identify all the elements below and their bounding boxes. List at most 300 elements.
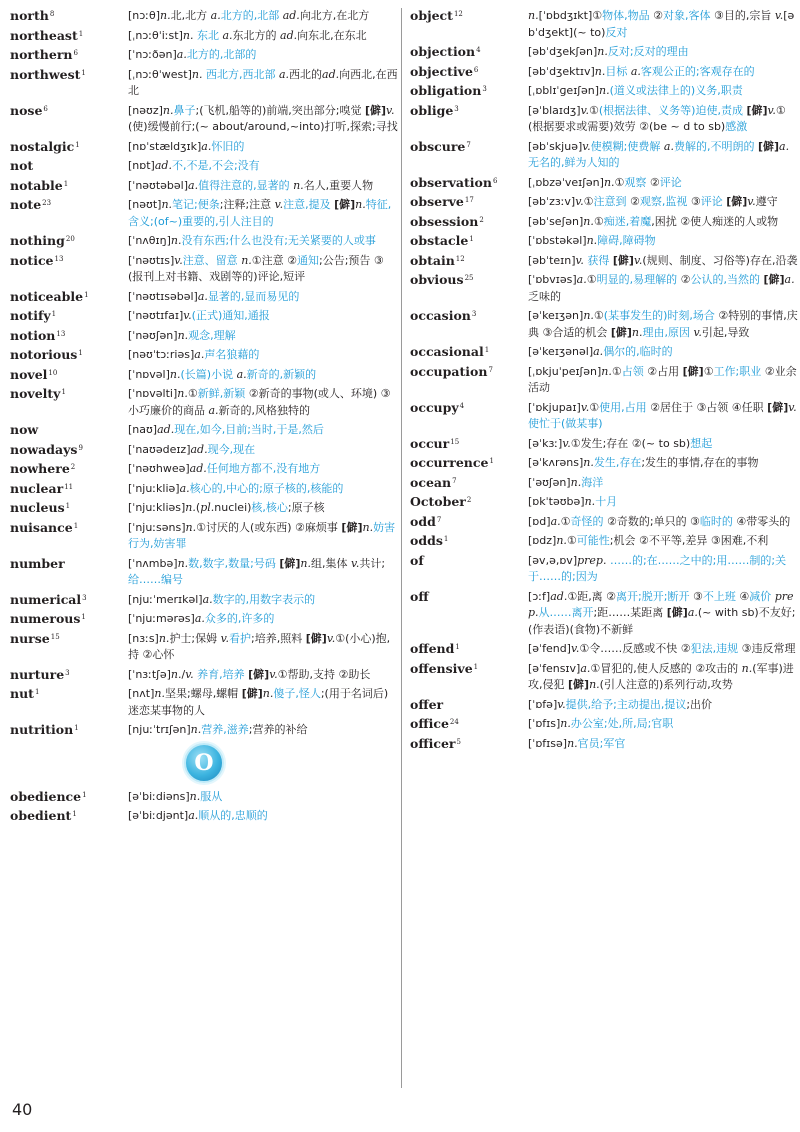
definition-highlight: 障碍,障碍物 bbox=[597, 234, 656, 247]
headword-text: nowadays bbox=[10, 441, 78, 457]
part-of-speech: n. bbox=[177, 556, 189, 570]
definition bbox=[128, 611, 398, 628]
definition bbox=[528, 344, 798, 361]
definition-text: [əbˈseʃən] bbox=[528, 214, 584, 228]
frequency-count: 6 bbox=[73, 49, 78, 57]
frequency-count: 1 bbox=[61, 388, 66, 396]
dictionary-entry bbox=[10, 347, 398, 364]
dictionary-entry bbox=[410, 514, 798, 531]
part-of-speech: v. bbox=[767, 103, 776, 117]
definition-highlight: 发生,存在 bbox=[593, 456, 642, 469]
definition-highlight: 核心的,中心的;原子核的,核能的 bbox=[189, 481, 344, 495]
definition-highlight: (长篇)小说 bbox=[180, 367, 234, 381]
definition-text: ;(用于名词后)迷恋某事物的人 bbox=[128, 687, 389, 717]
definition-highlight: 服从 bbox=[200, 789, 223, 803]
headword bbox=[410, 736, 528, 753]
definition-text: (使)缓慢前行;(~ about/around,~into)打听,探索;寻找 bbox=[128, 120, 398, 133]
definition-text: [ˈɒbdʒɪkt]① bbox=[538, 9, 603, 22]
headword bbox=[410, 697, 528, 714]
headword bbox=[10, 67, 128, 84]
headword-text: nowhere bbox=[10, 461, 70, 476]
definition-text: ② bbox=[649, 9, 663, 22]
definition-highlight: 痴迷,着魔 bbox=[603, 214, 652, 228]
part-of-speech: n. bbox=[293, 178, 304, 192]
definition-text: [ˈnʌθɪŋ] bbox=[128, 234, 171, 247]
frequency-count: 24 bbox=[449, 718, 459, 726]
headword-text: occasion bbox=[410, 308, 471, 323]
headword-text: notice bbox=[10, 252, 54, 268]
definition-text: ① bbox=[586, 273, 597, 286]
headword bbox=[10, 461, 128, 478]
definition-text: ②新奇的事物(或人、环境) ③小巧廉价的商品 bbox=[128, 387, 391, 417]
headword-text: numerous bbox=[10, 611, 81, 626]
dictionary-entry bbox=[410, 455, 798, 472]
part-of-speech: n. bbox=[185, 501, 196, 514]
part-of-speech: n. bbox=[161, 198, 173, 211]
dictionary-entry bbox=[10, 67, 398, 100]
column-divider bbox=[401, 8, 402, 1088]
part-of-speech: a. bbox=[580, 661, 591, 675]
headword bbox=[10, 197, 128, 214]
part-of-speech: ad. bbox=[190, 442, 208, 456]
part-of-speech: a. bbox=[576, 273, 587, 286]
part-of-speech: v. bbox=[174, 253, 183, 267]
part-of-speech: n. bbox=[584, 495, 596, 508]
headword bbox=[10, 308, 128, 325]
definition-highlight: 看护 bbox=[229, 631, 252, 645]
part-of-speech: ad. bbox=[280, 28, 298, 42]
headword-text: nurture bbox=[10, 666, 65, 682]
definition-text: [ˈnɒvəl] bbox=[128, 367, 170, 381]
part-of-speech: n. bbox=[597, 45, 608, 58]
definition-highlight: 营养,滋养 bbox=[201, 723, 249, 736]
definition bbox=[128, 481, 398, 498]
definition bbox=[128, 289, 398, 306]
definition-text: ② bbox=[646, 175, 660, 189]
frequency-count: 1 bbox=[455, 643, 460, 651]
headword-text: odd bbox=[410, 513, 436, 529]
frequency-count: 1 bbox=[73, 521, 79, 530]
dictionary-entry bbox=[10, 233, 398, 250]
definition bbox=[128, 328, 398, 345]
definition bbox=[528, 716, 798, 733]
part-of-speech: a. bbox=[210, 9, 221, 22]
part-of-speech: n. bbox=[160, 9, 171, 22]
definition-highlight: 使用,占用 bbox=[599, 400, 647, 414]
definition-highlight: 观察,监视 bbox=[639, 195, 688, 208]
part-of-speech: n. bbox=[362, 520, 374, 534]
frequency-count: 1 bbox=[82, 790, 87, 799]
definition-text: (~ with sb)不友好;(作表语)(食物)不新鲜 bbox=[528, 606, 796, 636]
definition-text: 护士;保姆 bbox=[169, 631, 221, 645]
definition-text: 遵守 bbox=[755, 195, 778, 208]
definition-highlight: 显著的,显而易见的 bbox=[207, 289, 300, 303]
frequency-count: 6 bbox=[473, 65, 479, 74]
part-of-speech: a. bbox=[202, 592, 213, 606]
definition-text: ① bbox=[566, 534, 577, 547]
part-of-speech: a. bbox=[201, 139, 212, 153]
dictionary-entry bbox=[410, 44, 798, 61]
frequency-count: 15 bbox=[450, 437, 460, 446]
definition-text: [ɒdz] bbox=[528, 534, 557, 547]
headword bbox=[10, 789, 128, 806]
headword-text: nuclear bbox=[10, 480, 64, 496]
part-of-speech: v. bbox=[557, 697, 566, 711]
part-of-speech: n. bbox=[599, 84, 610, 97]
definition-highlight: 没有东西;什么也没有;无关紧要的人或事 bbox=[181, 234, 376, 247]
definition-text: 共计; bbox=[359, 556, 386, 570]
dictionary-entry bbox=[10, 386, 398, 419]
part-of-speech: n. bbox=[586, 234, 598, 247]
definition bbox=[128, 592, 398, 609]
definition-highlight: 工作;职业 bbox=[713, 364, 762, 378]
definition bbox=[128, 139, 398, 156]
dictionary-entry bbox=[410, 83, 798, 100]
definition bbox=[128, 808, 398, 825]
headword-text: nuisance bbox=[10, 519, 73, 535]
dictionary-entry bbox=[10, 253, 398, 286]
part-of-speech: v. bbox=[580, 103, 589, 117]
definition-highlight: 客观公正的;客观存在的 bbox=[640, 64, 755, 78]
headword bbox=[410, 253, 528, 270]
rare-sense-tag: [僻] bbox=[248, 667, 270, 681]
part-of-speech: n. bbox=[583, 309, 594, 322]
definition-text: ② bbox=[626, 195, 640, 208]
headword bbox=[10, 139, 128, 156]
definition-highlight: 新鲜,新颖 bbox=[197, 387, 246, 400]
definition-text: [ˈɒbstəkəl] bbox=[528, 234, 587, 247]
definition-highlight: 不,不是,不会;没有 bbox=[171, 159, 260, 172]
frequency-count: 6 bbox=[492, 176, 498, 185]
headword bbox=[10, 686, 128, 703]
definition-highlight: 不上班 bbox=[702, 589, 736, 603]
headword-text: occur bbox=[410, 435, 450, 451]
headword-text: notion bbox=[10, 327, 56, 343]
definition bbox=[528, 8, 798, 41]
part-of-speech: a. bbox=[687, 606, 698, 619]
definition-highlight: 注意、留意 bbox=[182, 253, 238, 267]
definition-text: ③ bbox=[687, 195, 701, 208]
part-of-speech: v. bbox=[774, 9, 784, 22]
definition-text: 向东北,在东北 bbox=[297, 28, 367, 42]
part-of-speech: n. bbox=[741, 661, 753, 675]
part-of-speech: ad. bbox=[157, 423, 175, 436]
definition-text: [əˈkʌrəns] bbox=[528, 456, 584, 469]
definition-highlight: 物体,物品 bbox=[602, 9, 650, 22]
part-of-speech: n. bbox=[262, 687, 274, 700]
rare-sense-tag: [僻] bbox=[682, 364, 704, 378]
definition bbox=[528, 533, 798, 550]
definition-text: [ˈnɜːtʃə] bbox=[128, 667, 171, 681]
dictionary-entry bbox=[410, 214, 798, 231]
headword bbox=[10, 667, 128, 684]
headword bbox=[410, 716, 528, 733]
definition-text: ① bbox=[593, 214, 604, 228]
dictionary-entry bbox=[410, 344, 798, 361]
frequency-count: 1 bbox=[443, 535, 449, 543]
part-of-speech: ad. bbox=[154, 159, 172, 172]
headword bbox=[10, 289, 128, 306]
rare-sense-tag: [僻] bbox=[341, 520, 363, 534]
definition bbox=[528, 697, 798, 714]
part-of-speech: n. bbox=[583, 214, 594, 228]
definition bbox=[528, 736, 798, 753]
definition-highlight: (道义或法律上的)义务,职责 bbox=[609, 84, 743, 97]
dictionary-entry bbox=[10, 686, 398, 719]
definition-text: [ˈnəʊʃən] bbox=[128, 328, 178, 342]
part-of-speech: v. bbox=[633, 253, 643, 267]
headword bbox=[410, 8, 528, 25]
definition-text: [əˈfensɪv] bbox=[528, 661, 581, 675]
definition bbox=[528, 83, 798, 100]
dictionary-entry bbox=[10, 328, 398, 345]
part-of-speech: v. bbox=[575, 253, 584, 267]
rare-sense-tag: [僻] bbox=[241, 687, 263, 700]
headword bbox=[410, 641, 528, 658]
definition-text: ①讨厌的人(或东西) ②麻烦事 bbox=[196, 520, 342, 534]
frequency-count: 11 bbox=[64, 482, 74, 491]
rare-sense-tag: [僻] bbox=[305, 631, 327, 645]
frequency-count: 1 bbox=[81, 68, 86, 77]
frequency-count: 1 bbox=[65, 502, 71, 510]
part-of-speech: v. bbox=[185, 667, 194, 681]
headword bbox=[10, 28, 128, 45]
headword-text: obscure bbox=[410, 138, 466, 154]
part-of-speech: prep. bbox=[577, 553, 607, 567]
definition-text: ③目的,宗旨 bbox=[710, 9, 775, 22]
headword-text: noticeable bbox=[10, 288, 84, 304]
definition-text: [əbˈteɪn] bbox=[528, 253, 576, 267]
definition bbox=[528, 514, 798, 531]
dictionary-entry bbox=[10, 808, 398, 825]
definition-highlight: 养育,培养 bbox=[193, 667, 245, 681]
part-of-speech: v. bbox=[386, 103, 395, 117]
definition-text: [ˈɒfɪs] bbox=[528, 717, 561, 730]
definition-text: ;出价 bbox=[686, 697, 713, 711]
headword-text: notify bbox=[10, 308, 51, 323]
frequency-count: 3 bbox=[482, 85, 487, 93]
part-of-speech: v. bbox=[788, 400, 797, 414]
headword bbox=[410, 533, 528, 550]
headword bbox=[410, 553, 528, 570]
definition-highlight: 反对;反对的理由 bbox=[607, 45, 689, 58]
part-of-speech: ad. bbox=[550, 589, 568, 603]
definition-text: 坚果;螺母,螺帽 bbox=[164, 687, 242, 700]
definition-text: [əbˈdʒektɪv] bbox=[528, 64, 595, 78]
definition-text: [ˈnʌmbə] bbox=[128, 556, 178, 570]
headword-text: notorious bbox=[10, 347, 78, 362]
definition-highlight: 提供,给予;主动提出,提议 bbox=[565, 697, 687, 711]
definition bbox=[128, 442, 398, 459]
part-of-speech: v. bbox=[183, 309, 192, 322]
dictionary-entry bbox=[10, 139, 398, 156]
part-of-speech: n. bbox=[189, 789, 201, 803]
definition-highlight: 离开;脱开;断开 bbox=[616, 589, 690, 603]
headword-text: north bbox=[10, 8, 49, 23]
definition-text: [ˈɒbvɪəs] bbox=[528, 273, 577, 286]
dictionary-entry bbox=[410, 533, 798, 550]
definition-text: ③违反常理 bbox=[738, 642, 796, 655]
frequency-count: 4 bbox=[476, 46, 481, 54]
dictionary-entry bbox=[410, 716, 798, 733]
frequency-count: 1 bbox=[84, 290, 89, 299]
frequency-count: 3 bbox=[65, 668, 70, 677]
dictionary-entry bbox=[410, 64, 798, 81]
part-of-speech: a. bbox=[630, 64, 641, 78]
definition-text: [ˈnəʊtɪs] bbox=[128, 253, 175, 267]
part-of-speech: v. bbox=[575, 195, 584, 208]
headword bbox=[10, 500, 128, 517]
definition-text: ;距……某距离 bbox=[593, 606, 667, 619]
headword-text: occasional bbox=[410, 344, 484, 359]
dictionary-entry bbox=[10, 308, 398, 325]
definition-highlight: 评论 bbox=[700, 195, 723, 208]
definition-text: 北,北方 bbox=[170, 9, 211, 22]
definition bbox=[128, 67, 398, 100]
definition bbox=[528, 475, 798, 492]
definition-highlight: 现今,现在 bbox=[207, 442, 256, 456]
definition-text: ① bbox=[589, 400, 600, 414]
headword bbox=[10, 592, 128, 609]
part-of-speech: n. bbox=[185, 520, 197, 534]
headword bbox=[10, 481, 128, 498]
definition-text: [əv,ə,ɒv] bbox=[528, 553, 578, 567]
part-of-speech: v. bbox=[269, 667, 278, 681]
definition bbox=[528, 455, 798, 472]
headword-text: obstacle bbox=[410, 233, 469, 248]
part-of-speech: a. bbox=[208, 403, 219, 417]
dictionary-entry bbox=[410, 253, 798, 270]
headword-text: officer bbox=[410, 735, 456, 751]
part-of-speech: n. bbox=[567, 736, 578, 750]
rare-sense-tag: [僻] bbox=[767, 400, 789, 414]
dictionary-entry bbox=[10, 197, 398, 230]
definition-text: [nʌt] bbox=[128, 687, 155, 700]
definition-text: [əˈkeɪʒənəl] bbox=[528, 345, 594, 358]
part-of-speech: n. bbox=[154, 687, 165, 700]
headword bbox=[10, 178, 128, 195]
headword bbox=[410, 272, 528, 289]
definition bbox=[528, 272, 798, 305]
frequency-count: 15 bbox=[50, 632, 60, 641]
definition bbox=[528, 253, 798, 270]
frequency-count: 1 bbox=[74, 724, 79, 732]
headword bbox=[410, 344, 528, 361]
dictionary-entry bbox=[10, 442, 398, 459]
dictionary-entry bbox=[10, 158, 398, 175]
frequency-count: 1 bbox=[484, 346, 490, 354]
headword-text: observation bbox=[410, 174, 492, 190]
frequency-count: 1 bbox=[34, 688, 40, 696]
headword-text: nucleus bbox=[10, 500, 65, 515]
definition bbox=[528, 589, 798, 639]
part-of-speech: ad. bbox=[189, 462, 207, 475]
definition-highlight: 官员;军官 bbox=[577, 736, 626, 750]
headword bbox=[410, 64, 528, 81]
rare-sense-tag: [僻] bbox=[610, 325, 632, 339]
definition bbox=[128, 47, 398, 64]
frequency-count: 1 bbox=[473, 662, 479, 671]
definition-text: [ˈnəʊtɪsəbəl] bbox=[128, 289, 198, 303]
definition-highlight: 十月 bbox=[595, 495, 618, 508]
dictionary-entry bbox=[10, 47, 398, 64]
headword bbox=[410, 494, 528, 511]
frequency-count: 1 bbox=[78, 349, 83, 357]
frequency-count: 3 bbox=[454, 104, 459, 113]
definition bbox=[528, 103, 798, 136]
dictionary-entry bbox=[10, 481, 398, 498]
headword bbox=[410, 364, 528, 381]
headword bbox=[10, 8, 128, 25]
definition-text: [ɔːf] bbox=[528, 589, 551, 603]
definition-text: [ˈnɒvəlti] bbox=[128, 387, 178, 400]
definition-highlight: 偶尔的,临时的 bbox=[603, 345, 673, 358]
definition bbox=[528, 661, 798, 694]
part-of-speech: n. bbox=[177, 387, 188, 400]
definition-text: ④带零头的 bbox=[732, 514, 791, 528]
headword-text: observe bbox=[410, 194, 464, 209]
part-of-speech: a. bbox=[188, 178, 199, 192]
definition bbox=[128, 686, 398, 719]
headword bbox=[410, 44, 528, 61]
definition bbox=[128, 308, 398, 325]
part-of-speech: a. bbox=[194, 348, 205, 361]
definition-text: nuclei) bbox=[214, 501, 252, 514]
headword-text: object bbox=[410, 8, 453, 23]
headword bbox=[10, 347, 128, 364]
headword bbox=[410, 214, 528, 231]
part-of-speech: n. bbox=[570, 475, 582, 489]
section-letter bbox=[10, 743, 398, 783]
headword-text: nothing bbox=[10, 233, 65, 248]
headword-text: number bbox=[10, 555, 65, 571]
definition-text: [ˈɒkjupaɪ] bbox=[528, 400, 581, 414]
headword-text: notable bbox=[10, 177, 63, 193]
dictionary-entry bbox=[10, 631, 398, 664]
rare-sense-tag: [僻] bbox=[726, 195, 748, 208]
definition-text: [əbˈzɜːv] bbox=[528, 195, 576, 208]
definition-text: / bbox=[181, 667, 186, 681]
definition-text: [ˈnəʊhweə] bbox=[128, 462, 190, 475]
definition bbox=[528, 364, 798, 397]
headword bbox=[410, 308, 528, 325]
definition-highlight: 观念,理解 bbox=[188, 328, 236, 342]
frequency-count: 10 bbox=[48, 368, 58, 377]
part-of-speech: v. bbox=[747, 195, 756, 208]
dictionary-entry bbox=[10, 722, 398, 739]
dictionary-entry bbox=[10, 520, 398, 553]
dictionary-entry bbox=[410, 175, 798, 192]
headword-text: objective bbox=[410, 63, 473, 79]
definition-highlight: 目标 bbox=[605, 64, 628, 78]
headword bbox=[10, 47, 128, 64]
headword bbox=[10, 328, 128, 345]
headword bbox=[410, 475, 528, 492]
definition-text: (规则、制度、习俗等)存在,沿袭 bbox=[642, 253, 798, 267]
headword-text: obedience bbox=[10, 788, 82, 804]
headword bbox=[410, 661, 528, 678]
definition bbox=[528, 175, 798, 192]
part-of-speech: n. bbox=[583, 456, 594, 469]
headword-text: oblige bbox=[410, 102, 454, 118]
headword-text: ocean bbox=[410, 474, 452, 490]
headword bbox=[10, 442, 128, 459]
dictionary-entry bbox=[410, 736, 798, 753]
frequency-count: 1 bbox=[72, 810, 77, 818]
part-of-speech: a. bbox=[236, 367, 247, 381]
definition-text: [ˈnəʊtəbəl] bbox=[128, 178, 189, 192]
definition-text: [ɒd] bbox=[528, 514, 551, 528]
